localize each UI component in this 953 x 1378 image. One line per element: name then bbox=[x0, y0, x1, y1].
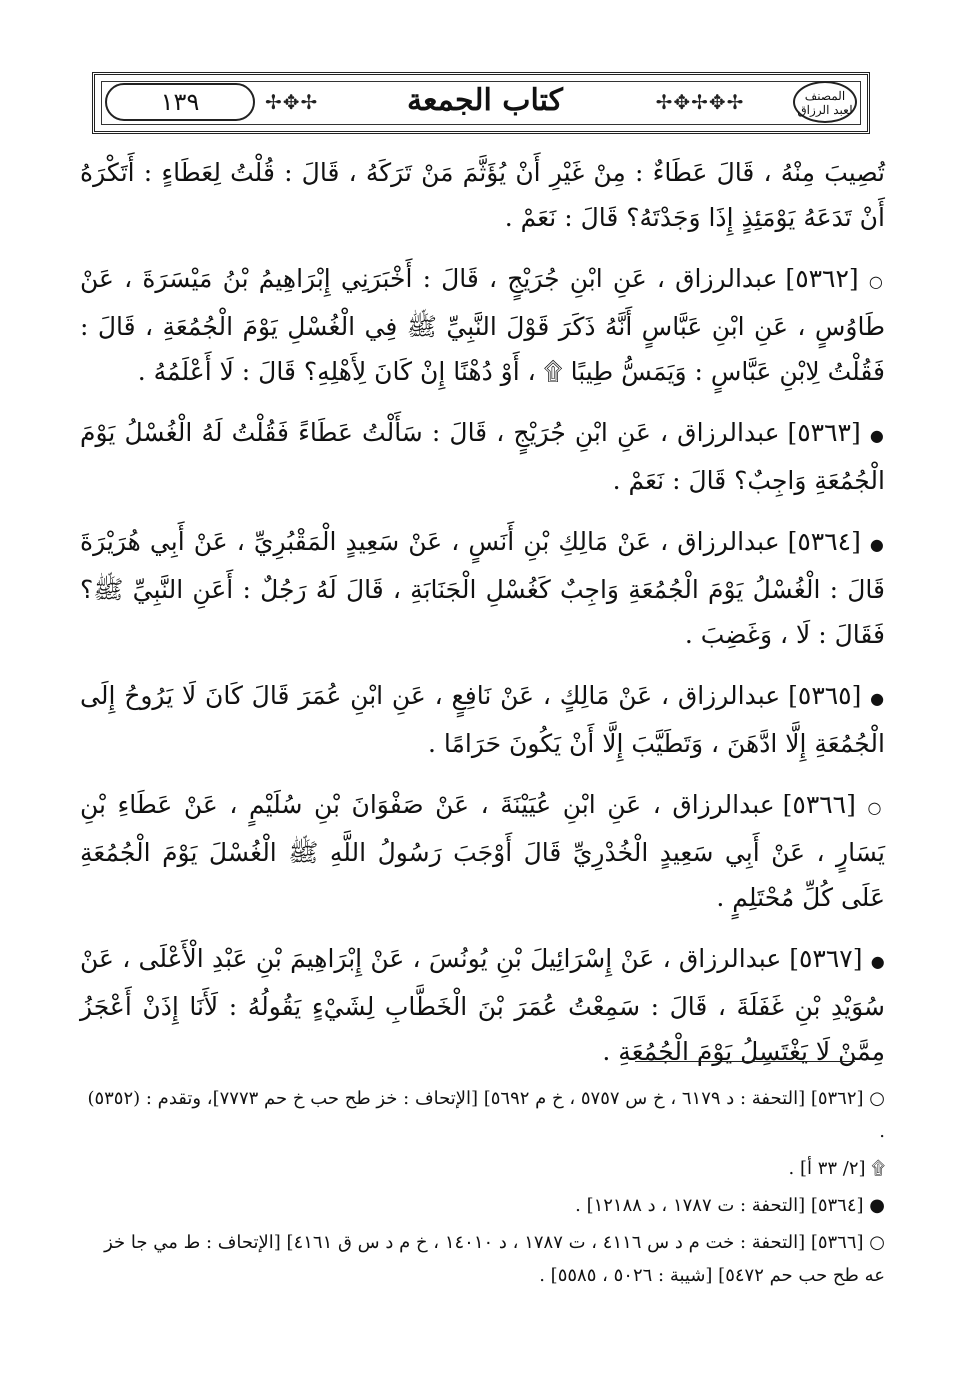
hadith-text: [٥٣٦٢] عبدالرزاق ، عَنِ ابْنِ جُرَيْجٍ ، قَالَ : أَخْبَرَنِي إِبْرَاهِيمُ بْنُ مَيْسَرَةَ ، عَنْ طَاوُسٍ ، عَنِ ابْنِ عَبَّاسٍ أَنَّهُ ذَكَرَ قَوْلَ النَّبِيِّ ﷺ فِي الْغُسْلِ يَوْمَ الْجُمُعَةِ ، قَالَ : فَقُلْتُ لِابْنِ عَبَّاسٍ : وَيَمَسُّ طِيبًا ۩ ، أَوْ دُهْنًا إِنْ كَانَ لِأَهْلِهِ؟ قَالَ : لَا أَعْلَمُهُ . bbox=[80, 264, 885, 386]
footnote-5366 bbox=[80, 1226, 885, 1292]
hadith-5366 bbox=[80, 782, 885, 920]
book-seal: المصنف لعبد الرزاق bbox=[793, 81, 857, 123]
page-header bbox=[92, 72, 870, 134]
footnote-marker: ○ bbox=[869, 1232, 885, 1253]
footnote-marker: ● bbox=[869, 1195, 885, 1216]
hadith-marker-dot: ● bbox=[869, 535, 885, 554]
hadith-5364 bbox=[80, 519, 885, 657]
hadith-text: [٥٣٦٤] عبدالرزاق ، عَنْ مَالِكِ بْنِ أَنَسٍ ، عَنْ سَعِيدٍ الْمَقْبُرِيِّ ، عَنْ أَبِي هُرَيْرَةَ قَالَ : الْغُسْلُ يَوْمَ الْجُمُعَةِ وَاجِبٌ كَغُسْلِ الْجَنَابَةِ ، قَالَ لَهُ رَجُلٌ : أَعَنِ النَّبِيِّ ﷺ؟ فَقَالَ : لَا ، وَغَضِبَ . bbox=[80, 527, 885, 649]
ornament-right: ✢✥✢✥✢ bbox=[655, 90, 745, 114]
footnote-manuscript-ref bbox=[80, 1152, 885, 1185]
footnote-divider bbox=[635, 1061, 855, 1062]
hadith-marker-dot: ● bbox=[869, 426, 885, 445]
hadith-5367 bbox=[80, 936, 885, 1074]
hadith-text: [٥٣٦٦] عبدالرزاق ، عَنِ ابْنِ عُيَيْنَةَ ، عَنْ صَفْوَانَ بْنِ سُلَيْمٍ ، عَنْ عَطَاءِ بْنِ يَسَارٍ ، عَنْ أَبِي سَعِيدٍ الْخُدْرِيِّ قَالَ أَوْجَبَ رَسُولُ اللَّهِ ﷺ الْغُسْلَ يَوْمَ الْجُمُعَةِ عَلَى كُلِّ مُحْتَلِمٍ . bbox=[80, 790, 885, 912]
chapter-title: كتاب الجمعة bbox=[407, 83, 563, 118]
hadith-5363 bbox=[80, 410, 885, 503]
footnote-text: [٢/ ٣٣ أ] . bbox=[788, 1158, 866, 1179]
main-text bbox=[80, 150, 885, 1074]
hadith-text: [٥٣٦٥] عبدالرزاق ، عَنْ مَالِكٍ ، عَنْ نَافِعٍ ، عَنِ ابْنِ عُمَرَ قَالَ كَانَ لَا يَرُوحُ إِلَى الْجُمُعَةِ إِلَّا ادَّهَنَ ، وَتَطَيَّبَ إِلَّا أَنْ يَكُونَ حَرَامًا . bbox=[80, 681, 885, 758]
hadith-text: [٥٣٦٣] عبدالرزاق ، عَنِ ابْنِ جُرَيْجٍ ، قَالَ : سَأَلْتُ عَطَاءً فَقُلْتُ لَهُ الْغُسْلُ يَوْمَ الْجُمُعَةِ وَاجِبٌ؟ قَالَ : نَعَمْ . bbox=[80, 418, 885, 495]
hadith-marker-circle: ○ bbox=[867, 798, 885, 817]
paragraph-continuation bbox=[80, 150, 885, 240]
footnote-5364 bbox=[80, 1189, 885, 1222]
hadith-marker-dot: ● bbox=[870, 952, 886, 971]
hadith-5365 bbox=[80, 673, 885, 766]
hadith-5362 bbox=[80, 256, 885, 394]
footnote-text: [٥٣٦٤] [التحفة : ت ١٧٨٧ ، د ١٢١٨٨] . bbox=[575, 1195, 864, 1216]
footnotes bbox=[80, 1082, 885, 1296]
footnote-text: [٥٣٦٢] [التحفة : د ٦١٧٩ ، خ س ٥٧٥٧ ، خ م ٥٦٩٢] [الإتحاف : خز طح حب خ حم ٧٧٧٣]، وتقدم : (٥٣٥٢) . bbox=[87, 1088, 885, 1142]
footnote-text: [٥٣٦٦] [التحفة : خت م د س ٤١١٦ ، ت ١٧٨٧ ، د ١٤٠١٠ ، خ م د س ق ٤١٦١] [الإتحاف : ط مي جا خز عه طح حب حم ٥٤٧٢] [شيبة : ٥٠٢٦ ، ٥٥٨٥] . bbox=[104, 1232, 885, 1286]
hadith-marker-circle: ○ bbox=[868, 272, 885, 291]
hadith-text: [٥٣٦٧] عبدالرزاق ، عَنْ إِسْرَائِيلَ بْنِ يُونُسَ ، عَنْ إِبْرَاهِيمَ بْنِ عَبْدِ الْأَعْلَى ، عَنْ سُوَيْدِ بْنِ غَفَلَةَ ، قَالَ : سَمِعْتُ عُمَرَ بْنَ الْخَطَّابِ لِشَيْءٍ يَقُولُهُ : لَأَنَا إِذَنْ أَعْجَزُ مِمَّنْ لَا يَغْتَسِلُ يَوْمَ الْجُمُعَةِ . bbox=[80, 944, 885, 1066]
footnote-5362 bbox=[80, 1082, 885, 1148]
hadith-marker-dot: ● bbox=[870, 689, 885, 708]
ornament-left: ✢✥✢ bbox=[265, 90, 319, 114]
paragraph-text: تُصِيبَ مِنْهُ ، قَالَ عَطَاءٌ : مِنْ غَيْرِ أَنْ يُؤَثَّمَ مَنْ تَرَكَهُ ، قَالَ : قُلْتُ لِعَطَاءٍ : أَتَكْرَهُ أَنْ تَدَعَهُ يَوْمَئِذٍ إِذَا وَجَدْتَهُ؟ قَالَ : نَعَمْ . bbox=[80, 158, 885, 232]
page-number: ١٣٩ bbox=[105, 83, 255, 121]
footnote-marker: ۩ bbox=[871, 1158, 885, 1179]
footnote-marker: ○ bbox=[869, 1088, 885, 1109]
